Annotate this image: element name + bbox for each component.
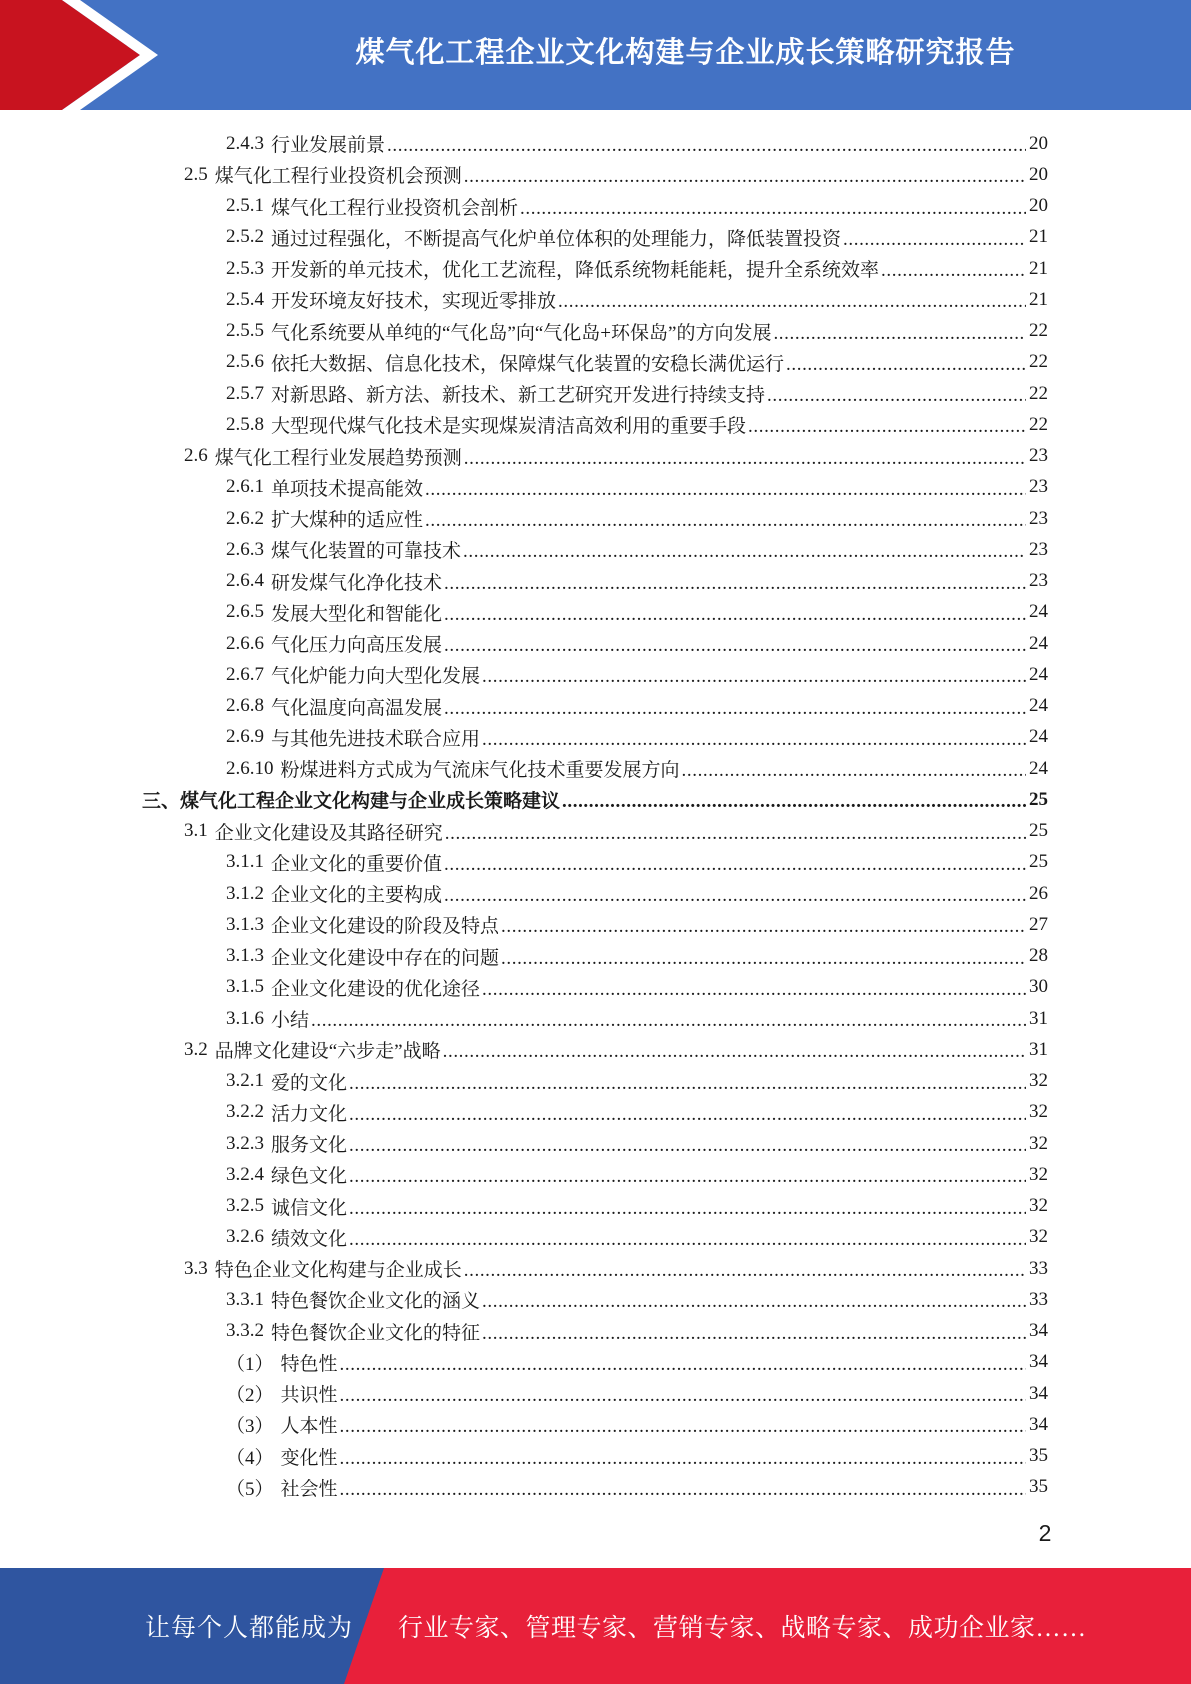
toc-leader-dots (767, 385, 1026, 404)
toc-entry-title: 活力文化 (271, 1103, 348, 1125)
toc-entry-title: 粉煤进料方式成为气流床气化技术重要发展方向 (280, 760, 680, 782)
toc-entry-title: 社会性 (280, 1478, 338, 1500)
toc-entry-page: 35 (1029, 1476, 1048, 1498)
page-number: 2 (1038, 1520, 1052, 1546)
toc-leader-dots (482, 979, 1026, 998)
toc-entry-number: 2.4.3 (226, 132, 264, 154)
toc-entry[interactable] (142, 1441, 1048, 1472)
toc-entry-title: 特色企业文化构建与企业成长 (214, 1260, 462, 1282)
toc-leader-dots (558, 291, 1026, 310)
toc-entry-page: 23 (1029, 507, 1048, 529)
toc-entry-title: 通过过程强化，不断提高气化炉单位体积的处理能力，降低装置投资 (271, 228, 842, 250)
toc-entry[interactable] (142, 816, 1048, 847)
toc-entry[interactable] (142, 534, 1048, 565)
toc-entry-number: 3.1.3 (226, 945, 264, 967)
toc-entry-number: 2.5.7 (226, 382, 264, 404)
toc-entry-page: 24 (1029, 663, 1048, 685)
toc-entry[interactable] (142, 941, 1048, 972)
toc-entry-page: 27 (1029, 913, 1048, 935)
toc-entry-title: 煤气化工程行业投资机会预测 (214, 166, 462, 188)
toc-entry-title: 气化温度向高温发展 (271, 697, 443, 719)
toc-entry-number: 3.1.6 (226, 1007, 264, 1029)
toc-entry-page: 32 (1029, 1132, 1048, 1154)
toc-entry-title: 小结 (271, 1010, 310, 1032)
toc-entry-title: 与其他先进技术联合应用 (271, 728, 481, 750)
toc-entry-number: 2.5.6 (226, 351, 264, 373)
toc-leader-dots (464, 448, 1026, 467)
toc-entry-number: （3） (226, 1416, 274, 1438)
toc-leader-dots (843, 229, 1026, 248)
toc-entry-title: 共识性 (280, 1385, 338, 1407)
toc-entry-page: 21 (1029, 226, 1048, 248)
toc-entry-title: 特色性 (280, 1353, 338, 1375)
toc-leader-dots (463, 541, 1026, 560)
toc-leader-dots (311, 1010, 1026, 1029)
toc-entry-number: 3.3 (184, 1257, 208, 1279)
toc-entry-page: 25 (1029, 788, 1048, 810)
document-title: 煤气化工程企业文化构建与企业成长策略研究报告 (355, 34, 1016, 69)
toc-entry-title: 特色餐饮企业文化的涵义 (271, 1291, 481, 1313)
toc-entry-page: 22 (1029, 382, 1048, 404)
toc-entry[interactable] (142, 1347, 1048, 1378)
toc-entry-title: 煤气化工程行业发展趋势预测 (214, 447, 462, 469)
toc-entry-number: 2.5.5 (226, 320, 264, 342)
toc-entry-number: 2.6.6 (226, 632, 264, 654)
toc-entry[interactable] (142, 191, 1048, 222)
toc-entry[interactable] (142, 1253, 1048, 1284)
toc-entry-number: 2.6.3 (226, 538, 264, 560)
toc-entry[interactable] (142, 503, 1048, 534)
toc-entry-number: 2.5.4 (226, 288, 264, 310)
toc-leader-dots (349, 1198, 1026, 1217)
toc-entry-title: 气化系统要从单纯的“气化岛”向“气化岛+环保岛”的方向发展 (271, 322, 772, 344)
toc-leader-dots (425, 510, 1026, 529)
toc-entry-page: 24 (1029, 632, 1048, 654)
toc-entry[interactable] (142, 659, 1048, 690)
toc-entry-title: 企业文化建设及其路径研究 (214, 822, 443, 844)
toc-leader-dots (501, 916, 1026, 935)
toc-entry-page: 23 (1029, 445, 1048, 467)
toc-entry[interactable] (142, 784, 1048, 815)
toc-entry-number: （5） (226, 1478, 274, 1500)
toc-entry-number: 3.3.1 (226, 1288, 264, 1310)
toc-entry-title: 对新思路、新方法、新技术、新工艺研究开发进行持续支持 (271, 385, 766, 407)
toc-entry-title: 扩大煤种的适应性 (271, 510, 424, 532)
toc-leader-dots (340, 1416, 1026, 1435)
toc-entry-title: 开发新的单元技术，优化工艺流程，降低系统物耗能耗，提升全系统效率 (271, 260, 880, 282)
toc-entry-title: 爱的文化 (271, 1072, 348, 1094)
toc-leader-dots (340, 1385, 1026, 1404)
toc-entry-number: 3.2.5 (226, 1195, 264, 1217)
toc-leader-dots (881, 260, 1026, 279)
toc-entry-number: （4） (226, 1447, 274, 1469)
toc-entry-title: 特色餐饮企业文化的特征 (271, 1322, 481, 1344)
toc-entry-number: 2.6.4 (226, 570, 264, 592)
toc-entry-number: 3.3.2 (226, 1320, 264, 1342)
toc-entry-page: 32 (1029, 1070, 1048, 1092)
toc-entry-page: 28 (1029, 945, 1048, 967)
toc-entry-title: 开发环境友好技术，实现近零排放 (271, 291, 557, 313)
toc-entry-number: 3.1.3 (226, 913, 264, 935)
toc-entry-page: 22 (1029, 413, 1048, 435)
toc-entry-page: 24 (1029, 757, 1048, 779)
toc-entry-title: 绩效文化 (271, 1228, 348, 1250)
footer-bar (0, 1568, 1191, 1684)
toc-entry-title: 人本性 (280, 1416, 338, 1438)
toc-entry[interactable] (142, 1472, 1048, 1503)
toc-entry-number: （1） (226, 1353, 274, 1375)
toc-entry-page: 23 (1029, 570, 1048, 592)
toc-leader-dots (349, 1166, 1026, 1185)
toc-leader-dots (520, 198, 1026, 217)
toc-entry-title: 单项技术提高能效 (271, 478, 424, 500)
toc-leader-dots (773, 323, 1026, 342)
toc-leader-dots (349, 1229, 1026, 1248)
toc-leader-dots (349, 1135, 1026, 1154)
toc-entry[interactable] (142, 316, 1048, 347)
toc-entry-page: 25 (1029, 820, 1048, 842)
toc-entry-page: 24 (1029, 695, 1048, 717)
toc-entry-title: 煤气化工程行业投资机会剖析 (271, 197, 519, 219)
toc-entry[interactable] (142, 847, 1048, 878)
toc-entry-page: 23 (1029, 476, 1048, 498)
toc-entry-page: 31 (1029, 1038, 1048, 1060)
toc-entry-page: 24 (1029, 601, 1048, 623)
toc-entry-number: 2.6.1 (226, 476, 264, 498)
toc-entry-page: 23 (1029, 538, 1048, 560)
toc-entry-page: 34 (1029, 1351, 1048, 1373)
toc-entry[interactable] (142, 441, 1048, 472)
toc-entry-page: 34 (1029, 1413, 1048, 1435)
toc-entry-number: 3.2 (184, 1038, 208, 1060)
toc-entry[interactable] (142, 1066, 1048, 1097)
toc-entry-page: 21 (1029, 288, 1048, 310)
toc-entry[interactable] (142, 1159, 1048, 1190)
toc-entry-number: 3.2.4 (226, 1163, 264, 1185)
toc-leader-dots (444, 635, 1026, 654)
toc-entry-title: 企业文化的重要价值 (271, 853, 443, 875)
toc-entry-title: 企业文化建设的阶段及特点 (271, 916, 500, 938)
toc-entry-title: 诚信文化 (271, 1197, 348, 1219)
toc-entry-title: 发展大型化和智能化 (271, 603, 443, 625)
toc-entry-page: 20 (1029, 163, 1048, 185)
toc-leader-dots (387, 135, 1026, 154)
toc-leader-dots (501, 948, 1026, 967)
toc-leader-dots (786, 354, 1026, 373)
toc-entry-number: 2.6.9 (226, 726, 264, 748)
toc-entry-number: 3.1 (184, 820, 208, 842)
toc-entry[interactable] (142, 597, 1048, 628)
toc-entry-number: 3.1.5 (226, 976, 264, 998)
toc-entry-number: 三、 (142, 791, 181, 813)
toc-entry[interactable] (142, 878, 1048, 909)
toc-leader-dots (682, 760, 1026, 779)
header-bar (0, 0, 1191, 110)
toc-entry[interactable] (142, 378, 1048, 409)
toc-entry[interactable] (142, 972, 1048, 1003)
footer-professions: 行业专家、管理专家、营销专家、战略专家、成功企业家…… (398, 1615, 1087, 1642)
toc-entry-page: 33 (1029, 1257, 1048, 1279)
toc-leader-dots (340, 1479, 1026, 1498)
toc-entry-title: 大型现代煤气化技术是实现煤炭清洁高效利用的重要手段 (271, 416, 747, 438)
toc-entry-title: 变化性 (280, 1447, 338, 1469)
toc-entry-number: （2） (226, 1385, 274, 1407)
toc-entry[interactable] (142, 1409, 1048, 1440)
toc-entry[interactable] (142, 222, 1048, 253)
toc-entry[interactable] (142, 1191, 1048, 1222)
toc-entry[interactable] (142, 472, 1048, 503)
toc-entry-page: 20 (1029, 132, 1048, 154)
toc-entry[interactable] (142, 253, 1048, 284)
toc-entry-number: 2.5 (184, 163, 208, 185)
toc-leader-dots (482, 1323, 1026, 1342)
toc-entry[interactable] (142, 159, 1048, 190)
toc-leader-dots (482, 1291, 1026, 1310)
toc-leader-dots (425, 479, 1026, 498)
toc-entry-title: 品牌文化建设“六步走”战略 (214, 1041, 441, 1063)
toc-entry-title: 研发煤气化净化技术 (271, 572, 443, 594)
toc-entry-page: 32 (1029, 1101, 1048, 1123)
toc-leader-dots (444, 604, 1026, 623)
toc-leader-dots (482, 729, 1026, 748)
toc-entry[interactable] (142, 628, 1048, 659)
toc-leader-dots (748, 416, 1026, 435)
toc-entry-page: 34 (1029, 1320, 1048, 1342)
toc-entry[interactable] (142, 1316, 1048, 1347)
toc-leader-dots (340, 1354, 1026, 1373)
toc-entry-number: 2.6 (184, 445, 208, 467)
toc-entry[interactable] (142, 1378, 1048, 1409)
toc-entry[interactable] (142, 128, 1048, 159)
toc-entry[interactable] (142, 1034, 1048, 1065)
toc-entry-page: 22 (1029, 320, 1048, 342)
toc-entry-number: 2.5.8 (226, 413, 264, 435)
toc-entry-number: 3.2.1 (226, 1070, 264, 1092)
toc-leader-dots (340, 1448, 1026, 1467)
toc-leader-dots (444, 854, 1026, 873)
toc-leader-dots (349, 1104, 1026, 1123)
toc-leader-dots (464, 1260, 1026, 1279)
toc-entry[interactable] (142, 909, 1048, 940)
toc-entry-number: 3.2.2 (226, 1101, 264, 1123)
toc-entry[interactable] (142, 753, 1048, 784)
toc-entry-page: 20 (1029, 195, 1048, 217)
toc-entry-number: 3.2.6 (226, 1226, 264, 1248)
toc-entry[interactable] (142, 691, 1048, 722)
toc-entry-title: 企业文化建设的优化途径 (271, 978, 481, 1000)
toc-entry-title: 气化炉能力向大型化发展 (271, 666, 481, 688)
toc-entry-page: 32 (1029, 1163, 1048, 1185)
toc-entry-number: 2.5.2 (226, 226, 264, 248)
toc-leader-dots (444, 573, 1026, 592)
toc-entry-number: 2.5.1 (226, 195, 264, 217)
toc-entry-title: 行业发展前景 (271, 135, 386, 157)
toc-entry-page: 26 (1029, 882, 1048, 904)
toc-entry-number: 2.6.2 (226, 507, 264, 529)
toc-entry-title: 煤气化工程企业文化构建与企业成长策略建议 (180, 791, 561, 813)
toc-entry[interactable] (142, 347, 1048, 378)
toc-leader-dots (444, 698, 1026, 717)
toc-entry-page: 34 (1029, 1382, 1048, 1404)
toc-entry-page: 33 (1029, 1288, 1048, 1310)
table-of-contents (142, 128, 1048, 1503)
toc-entry[interactable] (142, 1003, 1048, 1034)
toc-entry-page: 24 (1029, 726, 1048, 748)
toc-entry-title: 服务文化 (271, 1135, 348, 1157)
toc-entry-page: 25 (1029, 851, 1048, 873)
toc-entry-number: 3.1.2 (226, 882, 264, 904)
toc-entry-number: 2.6.8 (226, 695, 264, 717)
toc-entry-number: 2.6.5 (226, 601, 264, 623)
toc-entry-page: 30 (1029, 976, 1048, 998)
toc-entry[interactable] (142, 722, 1048, 753)
header-red-arrow (0, 0, 140, 110)
toc-entry-page: 32 (1029, 1226, 1048, 1248)
toc-entry-page: 32 (1029, 1195, 1048, 1217)
toc-entry-title: 企业文化建设中存在的问题 (271, 947, 500, 969)
toc-entry-number: 3.1.1 (226, 851, 264, 873)
toc-entry[interactable] (142, 409, 1048, 440)
toc-entry-number: 2.6.7 (226, 663, 264, 685)
toc-entry[interactable] (142, 284, 1048, 315)
toc-entry[interactable] (142, 566, 1048, 597)
toc-entry-title: 依托大数据、信息化技术，保障煤气化装置的安稳长满优运行 (271, 353, 785, 375)
toc-entry-page: 31 (1029, 1007, 1048, 1029)
toc-entry-number: 2.5.3 (226, 257, 264, 279)
toc-entry-title: 煤气化装置的可靠技术 (271, 541, 462, 563)
toc-entry[interactable] (142, 1222, 1048, 1253)
toc-entry-number: 3.2.3 (226, 1132, 264, 1154)
toc-leader-dots (562, 791, 1026, 810)
toc-leader-dots (444, 885, 1026, 904)
toc-leader-dots (464, 166, 1026, 185)
toc-entry-page: 35 (1029, 1445, 1048, 1467)
toc-entry-page: 22 (1029, 351, 1048, 373)
toc-entry-page: 21 (1029, 257, 1048, 279)
toc-entry-number: 2.6.10 (226, 757, 274, 779)
toc-entry[interactable] (142, 1128, 1048, 1159)
toc-entry-title: 企业文化的主要构成 (271, 885, 443, 907)
toc-entry[interactable] (142, 1284, 1048, 1315)
toc-entry-title: 气化压力向高压发展 (271, 635, 443, 657)
toc-leader-dots (445, 823, 1026, 842)
toc-entry-title: 绿色文化 (271, 1166, 348, 1188)
toc-leader-dots (482, 666, 1026, 685)
footer-slogan: 让每个人都能成为 (145, 1615, 354, 1642)
toc-entry[interactable] (142, 1097, 1048, 1128)
toc-leader-dots (443, 1041, 1026, 1060)
toc-leader-dots (349, 1073, 1026, 1092)
